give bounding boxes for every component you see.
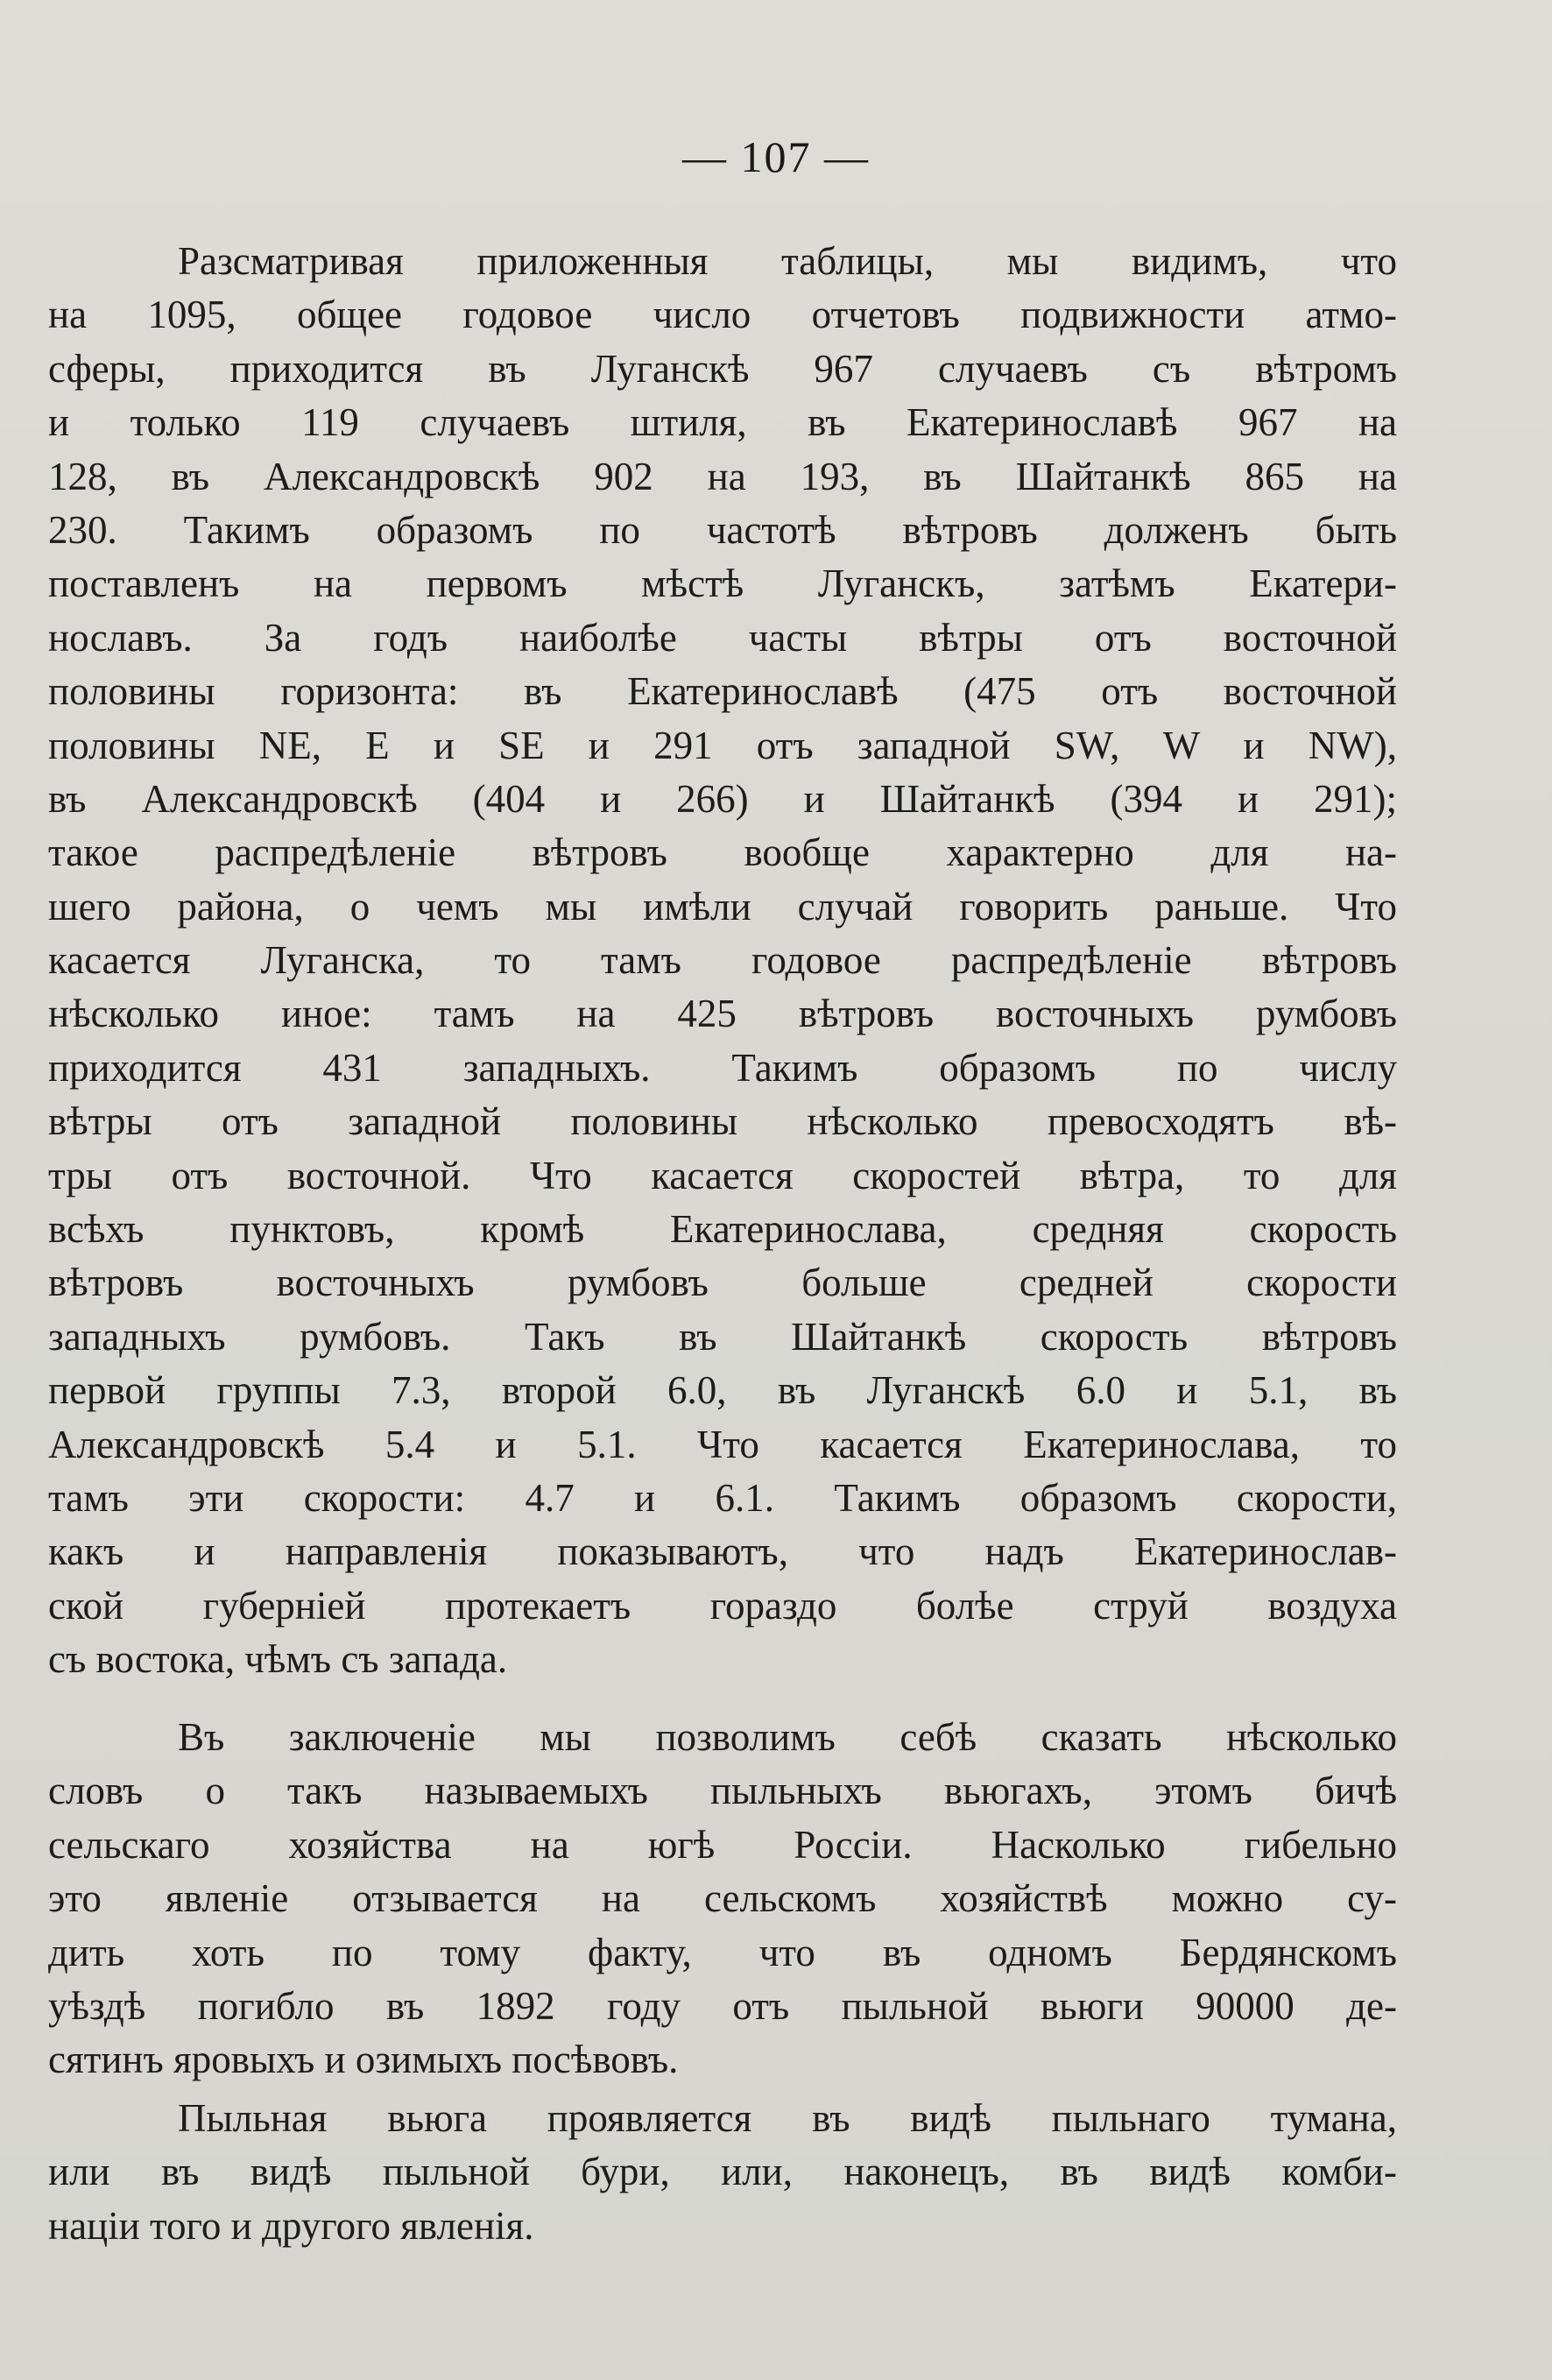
text-line: первой группы 7.3, второй 6.0, въ Луганскѣ 6.0 и 5.1, въ [48,1368,1397,1413]
text-line: и только 119 случаевъ штиля, въ Екатеринославѣ 967 на [48,400,1397,445]
text-line: половины NE, E и SE и 291 отъ западной SW, W и NW), [48,723,1397,767]
paragraph-1 [48,235,1397,1687]
text-line: какъ и направленія показываютъ, что надъ Екатеринослав- [48,1529,1397,1574]
text-line: сферы, приходится въ Луганскѣ 967 случаевъ съ вѣтромъ [48,346,1397,391]
text-line: дить хоть по тому факту, что въ одномъ Бердянскомъ [48,1930,1397,1974]
text-line: на 1095, общее годовое число отчетовъ подвижности атмо- [48,293,1397,337]
text-line: шего района, о чемъ мы имѣли случай говорить раньше. Что [48,884,1397,929]
text-line: тамъ эти скорости: 4.7 и 6.1. Такимъ образомъ скорости, [48,1475,1397,1520]
text-line: приходится 431 западныхъ. Такимъ образомъ по числу [48,1045,1397,1090]
text-line: западныхъ румбовъ. Такъ въ Шайтанкѣ скорость вѣтровъ [48,1314,1397,1359]
text-line: ской губерніей протекаетъ гораздо болѣе струй воздуха [48,1583,1397,1628]
text-line: Пыльная вьюга проявляется въ видѣ пыльнаго тумана, [178,2096,1397,2140]
text-line: вѣтровъ восточныхъ румбовъ больше средней скорости [48,1261,1397,1305]
text-line: 128, въ Александровскѣ 902 на 193, въ Шайтанкѣ 865 на [48,454,1397,498]
text-line: Александровскѣ 5.4 и 5.1. Что касается Екатеринослава, то [48,1422,1397,1466]
text-line: сельскаго хозяйства на югѣ Россіи. Насколько гибельно [48,1822,1397,1867]
text-line: сятинъ яровыхъ и озимыхъ посѣвовъ. [48,2037,679,2082]
text-line: поставленъ на первомъ мѣстѣ Луганскъ, затѣмъ Екатери- [48,561,1397,606]
paragraph-3 [48,2092,1397,2253]
text-line: это явленіе отзывается на сельскомъ хозяйствѣ можно су- [48,1876,1397,1921]
text-line: націи того и другого явленія. [48,2203,534,2248]
text-line: въ Александровскѣ (404 и 266) и Шайтанкѣ (394 и 291); [48,776,1397,821]
text-line: касается Луганска, то тамъ годовое распредѣленіе вѣтровъ [48,938,1397,983]
text-line: 230. Такимъ образомъ по частотѣ вѣтровъ долженъ быть [48,507,1397,552]
text-line: съ востока, чѣмъ съ запада. [48,1637,508,1682]
text-line: всѣхъ пунктовъ, кромѣ Екатеринослава, средняя скорость [48,1207,1397,1252]
text-line: такое распредѣленіе вѣтровъ вообще характерно для на- [48,830,1397,875]
text-line: словъ о такъ называемыхъ пыльныхъ вьюгахъ, этомъ бичѣ [48,1769,1397,1813]
text-line: вѣтры отъ западной половины нѣсколько превосходятъ вѣ- [48,1099,1397,1144]
text-line: тры отъ восточной. Что касается скоростей вѣтра, то для [48,1153,1397,1197]
paragraph-2 [48,1711,1397,2087]
text-line: Разсматривая приложенныя таблицы, мы видимъ, что [178,239,1397,283]
text-line: половины горизонта: въ Екатеринославѣ (475 отъ восточной [48,669,1397,714]
text-line: или въ видѣ пыльной бури, или, наконецъ, въ видѣ комби- [48,2150,1397,2194]
text-line: нославъ. За годъ наиболѣе часты вѣтры отъ восточной [48,615,1397,660]
text-line: нѣсколько иное: тамъ на 425 вѣтровъ восточныхъ румбовъ [48,992,1397,1036]
text-line: Въ заключеніе мы позволимъ себѣ сказать нѣсколько [178,1715,1397,1759]
text-line: уѣздѣ погибло въ 1892 году отъ пыльной вьюги 90000 де- [48,1983,1397,2028]
page-number: — 107 — [682,132,870,181]
